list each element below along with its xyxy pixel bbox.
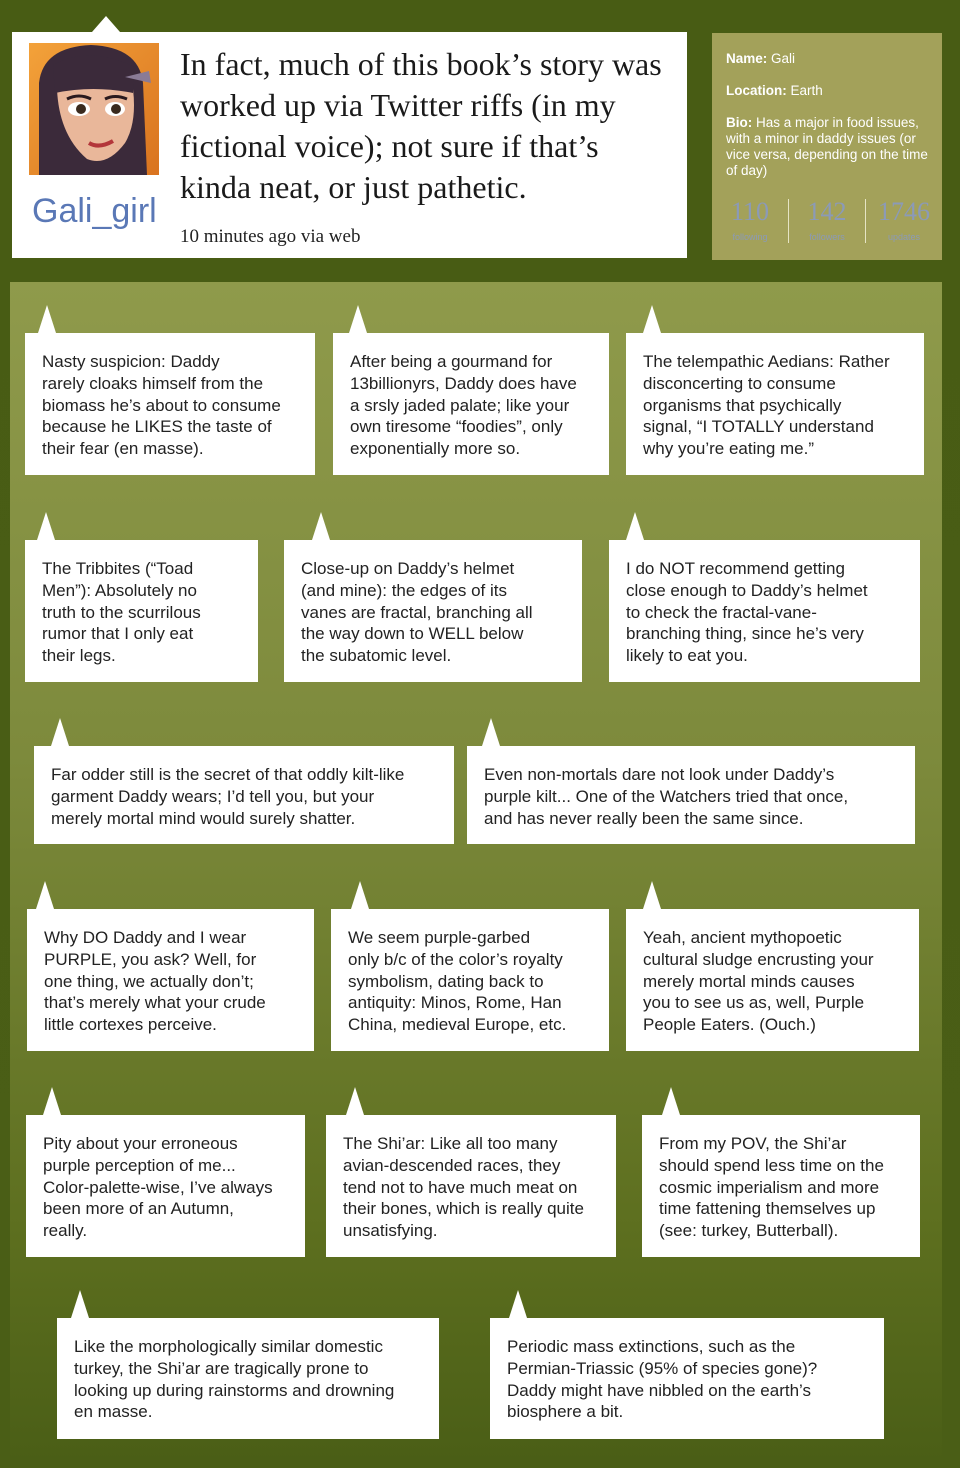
updates-count: 1746	[878, 197, 930, 226]
followers-count: 142	[807, 197, 847, 226]
following-stat[interactable]	[712, 199, 788, 243]
main-tweet-card	[12, 32, 687, 258]
tweet-bubble: After being a gourmand for 13billionyrs, Daddy does have a srsly jaded palate; like your own tiresome “foodies”, only exponentially more so.	[333, 333, 609, 475]
profile-location-row	[726, 83, 930, 99]
tweet-timestamp[interactable]: 10 minutes ago via web	[180, 226, 361, 247]
following-count: 110	[730, 197, 770, 226]
tweet-bubble: The telempathic Aedians: Rather disconcerting to consume organisms that psychically signal, “I TOTALLY understand why you’re eating me.”	[626, 333, 924, 475]
tweet-bubble: Like the morphologically similar domestic turkey, the Shi’ar are tragically prone to looking up during rainstorms and drowning en masse.	[57, 1318, 439, 1439]
tweet-bubble: Nasty suspicion: Daddy rarely cloaks himself from the biomass he’s about to consume because he LIKES the taste of their fear (en masse).	[25, 333, 315, 475]
name-value: Gali	[771, 51, 796, 66]
bio-label: Bio:	[726, 115, 753, 130]
tweet-bubble: Even non-mortals dare not look under Daddy’s purple kilt... One of the Watchers tried that once, and has never really been the same since.	[467, 746, 915, 844]
username-link[interactable]: Gali_girl	[32, 192, 157, 230]
profile-stats	[712, 199, 942, 243]
location-label: Location:	[726, 83, 787, 98]
tweet-bubble: From my POV, the Shi’ar should spend less time on the cosmic imperialism and more time fattening themselves up (see: turkey, Butterball).	[642, 1115, 920, 1257]
name-label: Name:	[726, 51, 768, 66]
updates-stat[interactable]	[865, 199, 942, 243]
tweet-bubble: The Shi’ar: Like all too many avian-descended races, they tend not to have much meat on their bones, which is really quite unsatisfying.	[326, 1115, 616, 1257]
tweet-bubble: Close-up on Daddy’s helmet (and mine): the edges of its vanes are fractal, branching all the way down to WELL below the subatomic level.	[284, 540, 582, 682]
tweet-bubble: The Tribbites (“Toad Men”): Absolutely no truth to the scurrilous rumor that I only eat their legs.	[25, 540, 258, 682]
tweet-bubble: Pity about your erroneous purple perception of me... Color-palette-wise, I’ve always been more of an Autumn, really.	[26, 1115, 305, 1257]
avatar-image	[29, 43, 159, 175]
tweet-bubble: Why DO Daddy and I wear PURPLE, you ask? Well, for one thing, we actually don’t; that’s merely what your crude little cortexes perceive.	[27, 909, 314, 1051]
profile-sidebar	[712, 33, 942, 260]
following-label: following	[732, 232, 768, 242]
tweet-bubble: Far odder still is the secret of that oddly kilt-like garment Daddy wears; I’d tell you, but your merely mortal mind would surely shatter.	[34, 746, 454, 844]
bio-value: Has a major in food issues, with a minor in daddy issues (or vice versa, depending on the time of day)	[726, 115, 928, 178]
updates-label: updates	[887, 232, 921, 242]
tweet-bubble: Yeah, ancient mythopoetic cultural sludge encrusting your merely mortal minds causes you to see us as, well, Purple People Eaters. (Ouch.)	[626, 909, 919, 1051]
profile-name-row	[726, 51, 930, 67]
tweet-bubble: I do NOT recommend getting close enough to Daddy’s helmet to check the fractal-vane- branching thing, since he’s very likely to eat you.	[609, 540, 920, 682]
location-value: Earth	[790, 83, 823, 98]
main-tweet-text: In fact, much of this book’s story was worked up via Twitter riffs (in my fictional voice); not sure if that’s kinda neat, or just pathetic.	[180, 46, 662, 205]
followers-label: followers	[809, 232, 845, 242]
avatar[interactable]	[29, 43, 159, 175]
followers-stat[interactable]	[788, 199, 865, 243]
profile-bio-row	[726, 115, 930, 179]
tweet-bubble: We seem purple-garbed only b/c of the color’s royalty symbolism, dating back to antiquity: Minos, Rome, Han China, medieval Europe, etc.	[331, 909, 609, 1051]
tweet-bubble: Periodic mass extinctions, such as the Permian-Triassic (95% of species gone)? Daddy might have nibbled on the earth’s biosphere a bit.	[490, 1318, 884, 1439]
